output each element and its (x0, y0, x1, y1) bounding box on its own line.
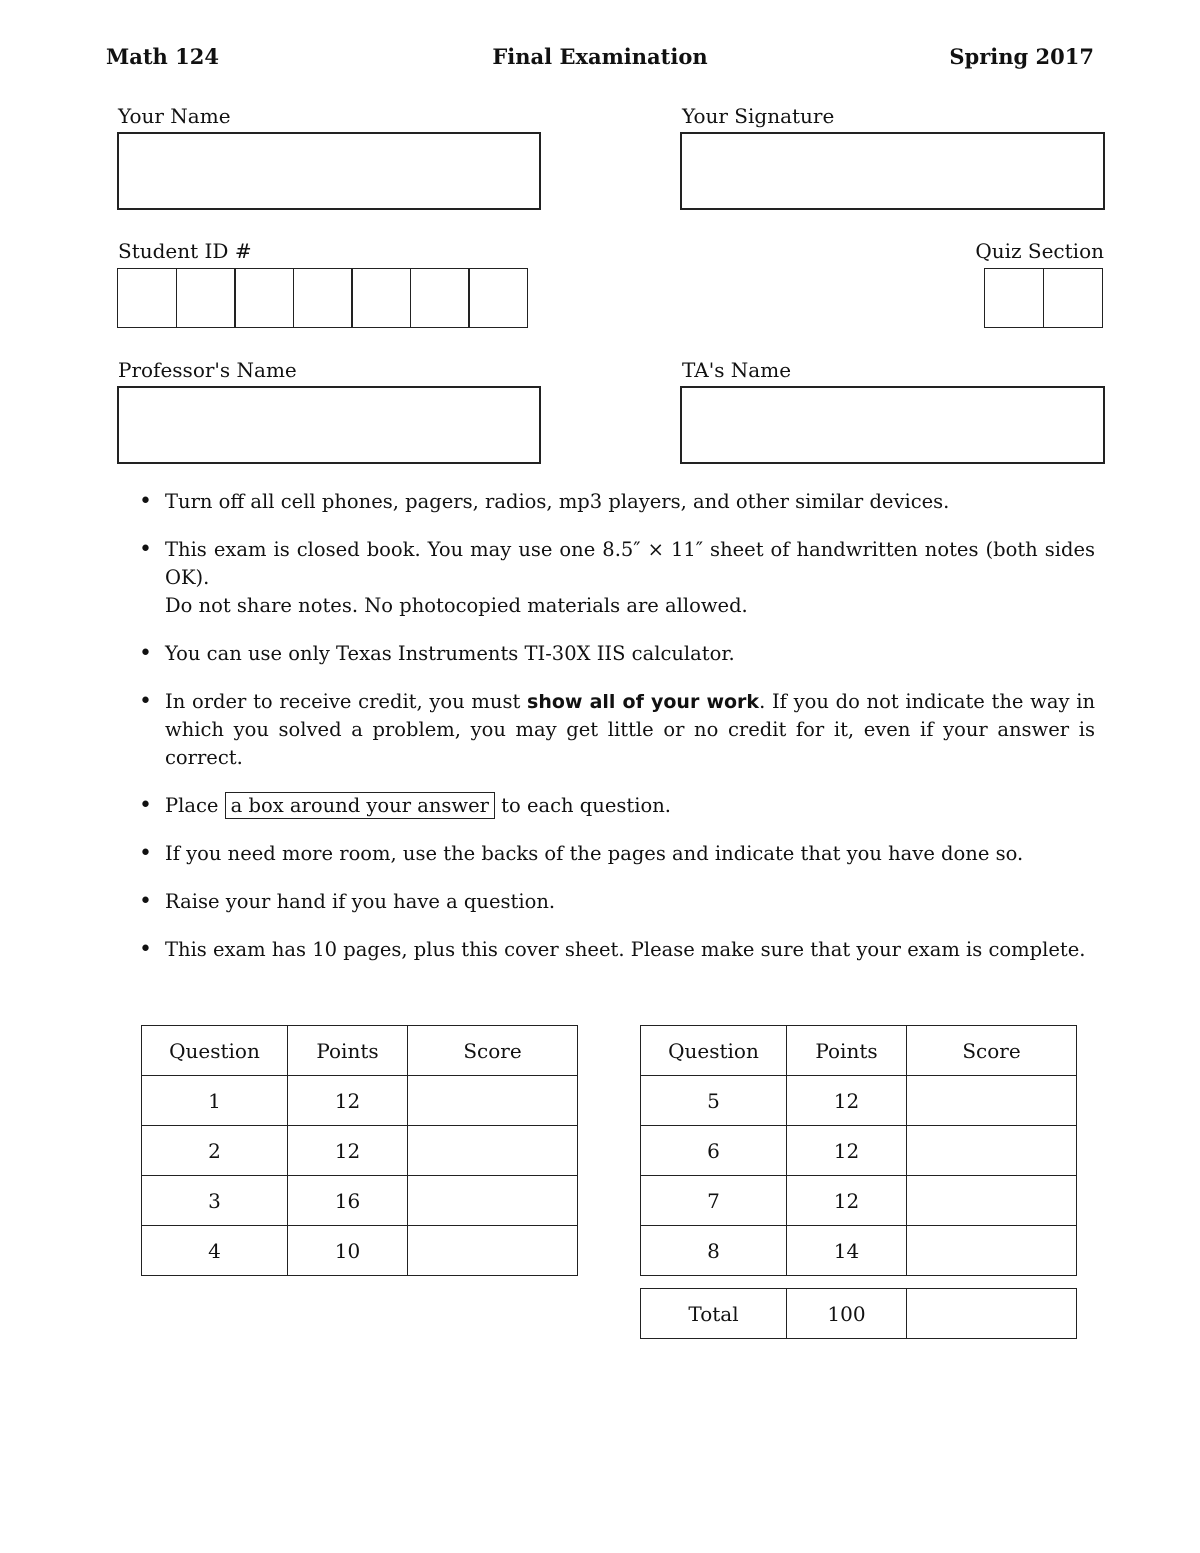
rule-more-room: • If you need more room, use the backs of the pages and indicate that you have done so. (139, 840, 1095, 868)
score-cell[interactable] (907, 1126, 1077, 1176)
student-id-digit[interactable] (176, 268, 236, 328)
question-points: 10 (288, 1226, 408, 1276)
table-row (142, 1126, 578, 1176)
boxed-answer-example: a box around your answer (225, 792, 495, 819)
question-points: 12 (787, 1176, 907, 1226)
header-question: Question (641, 1026, 787, 1076)
question-points: 12 (288, 1126, 408, 1176)
rule-show-work-post: . If you do not indicate the way in which you solved a problem, you may get little or no credit for it, even if your answer is correct. (165, 690, 1095, 769)
signature-label: Your Signature (682, 104, 835, 128)
table-row (641, 1176, 1077, 1226)
question-points: 12 (288, 1076, 408, 1126)
question-points: 12 (787, 1076, 907, 1126)
rule-box-answer (139, 792, 1095, 820)
rule-no-sharing-text: Do not share notes. No photocopied materials are allowed. (165, 594, 748, 617)
score-cell[interactable] (408, 1176, 578, 1226)
table-row (641, 1226, 1077, 1276)
name-field[interactable] (117, 132, 541, 210)
total-score-cell[interactable] (907, 1289, 1077, 1339)
student-id-label: Student ID # (118, 239, 252, 263)
rule-box-post: to each question. (494, 794, 671, 817)
exam-title: Final Examination (492, 44, 708, 69)
student-id-boxes (117, 268, 528, 328)
score-cell[interactable] (408, 1076, 578, 1126)
score-table-left (141, 1025, 578, 1276)
rule-page-count: • This exam has 10 pages, plus this cover sheet. Please make sure that your exam is complete. (139, 936, 1095, 964)
instructions (139, 488, 1095, 984)
total-label: Total (641, 1289, 787, 1339)
table-row (142, 1076, 578, 1126)
rule-calculator: • You can use only Texas Instruments TI-30X IIS calculator. (139, 640, 1095, 668)
student-id-digit[interactable] (293, 268, 353, 328)
rule-box-pre: Place (165, 794, 225, 817)
table-row (641, 1076, 1077, 1126)
score-cell[interactable] (408, 1126, 578, 1176)
rule-show-work (139, 688, 1095, 772)
student-id-digit[interactable] (351, 268, 411, 328)
score-cell[interactable] (907, 1226, 1077, 1276)
table-row (641, 1126, 1077, 1176)
score-table-right (640, 1025, 1077, 1276)
student-id-digit[interactable] (117, 268, 177, 328)
question-points: 12 (787, 1126, 907, 1176)
header-score: Score (907, 1026, 1077, 1076)
professor-label: Professor's Name (118, 358, 297, 382)
quiz-section-digit[interactable] (1043, 268, 1103, 328)
student-id-digit[interactable] (468, 268, 528, 328)
header-question: Question (142, 1026, 288, 1076)
professor-field[interactable] (117, 386, 541, 464)
header-points: Points (288, 1026, 408, 1076)
course-label: Math 124 (106, 44, 219, 69)
question-points: 16 (288, 1176, 408, 1226)
rule-closed-book (139, 536, 1095, 620)
table-row (142, 1226, 578, 1276)
rule-raise-hand: • Raise your hand if you have a question. (139, 888, 1095, 916)
question-number: 8 (641, 1226, 787, 1276)
question-number: 5 (641, 1076, 787, 1126)
table-header-row (142, 1026, 578, 1076)
total-points: 100 (787, 1289, 907, 1339)
header-score: Score (408, 1026, 578, 1076)
rule-show-work-pre: In order to receive credit, you must (165, 690, 528, 713)
ta-field[interactable] (680, 386, 1105, 464)
term-label: Spring 2017 (949, 44, 1094, 69)
name-label: Your Name (118, 104, 231, 128)
ta-label: TA's Name (682, 358, 792, 382)
question-number: 1 (142, 1076, 288, 1126)
rule-devices: • Turn off all cell phones, pagers, radios, mp3 players, and other similar devices. (139, 488, 1095, 516)
question-number: 7 (641, 1176, 787, 1226)
quiz-section-label: Quiz Section (975, 239, 1104, 263)
question-number: 3 (142, 1176, 288, 1226)
score-cell[interactable] (907, 1076, 1077, 1126)
score-cell[interactable] (907, 1176, 1077, 1226)
score-cell[interactable] (408, 1226, 578, 1276)
rule-show-work-bold: show all of your work (527, 691, 760, 713)
total-row (641, 1289, 1077, 1339)
header-points: Points (787, 1026, 907, 1076)
student-id-digit[interactable] (410, 268, 470, 328)
table-header-row (641, 1026, 1077, 1076)
quiz-section-digit[interactable] (984, 268, 1044, 328)
question-number: 4 (142, 1226, 288, 1276)
rule-closed-book-text: This exam is closed book. You may use one 8.5″ × 11″ sheet of handwritten notes (both sides OK). (165, 538, 1095, 589)
total-table (640, 1288, 1077, 1339)
signature-field[interactable] (680, 132, 1105, 210)
question-points: 14 (787, 1226, 907, 1276)
question-number: 2 (142, 1126, 288, 1176)
quiz-section-boxes (984, 268, 1103, 328)
question-number: 6 (641, 1126, 787, 1176)
table-row (142, 1176, 578, 1226)
student-id-digit[interactable] (234, 268, 294, 328)
